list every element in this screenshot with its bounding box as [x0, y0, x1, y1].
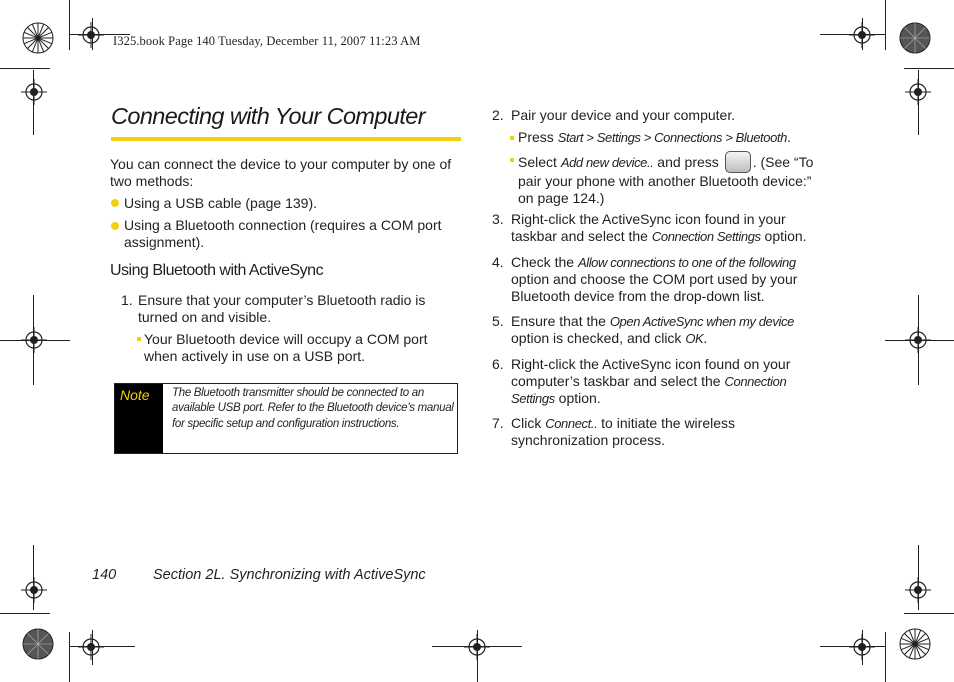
registration-mark-icon: [78, 634, 104, 660]
registration-mark-icon: [905, 79, 931, 105]
star-target-icon: [899, 22, 931, 54]
page-number: 140: [92, 567, 117, 583]
section-subheading: Using Bluetooth with ActiveSync: [110, 262, 324, 279]
registration-mark-icon: [78, 22, 104, 48]
step-3-text: Right-click the ActiveSync icon found in your taskbar and select the Connection Settings option.: [511, 211, 807, 244]
ui-connection-settings: Connection Settings: [511, 374, 787, 406]
registration-mark-icon: [21, 79, 47, 105]
sub-bullet-icon: [137, 337, 141, 341]
step-2-text: Pair your device and your computer.: [511, 107, 736, 123]
step-number: 2.: [492, 107, 504, 123]
ui-path-start-bluetooth: Start > Settings > Connections > Bluetooth: [557, 130, 787, 145]
registration-mark-icon: [21, 327, 47, 353]
title-underline: [111, 137, 461, 141]
step-number: 4.: [492, 254, 504, 270]
ui-allow-connections: Allow connections to one of the following: [577, 255, 796, 270]
step-7-text: Click Connect.. to initiate the wireless synchronization process.: [511, 415, 736, 448]
sub-bullet-icon: [510, 158, 514, 162]
intro-paragraph: You can connect the device to your computer by one of two methods:: [110, 156, 452, 189]
sub-bullet-icon: [510, 136, 514, 140]
ui-connection-settings: Connection Settings: [651, 229, 761, 244]
device-key-icon: [725, 151, 751, 173]
registration-mark-icon: [905, 577, 931, 603]
intro-bullet-bluetooth: Using a Bluetooth connection (requires a COM port assignment).: [124, 217, 442, 250]
intro-bullet-usb: Using a USB cable (page 139).: [124, 195, 317, 211]
step-number: 5.: [492, 313, 504, 329]
step-1-sub-text: Your Bluetooth device will occupy a COM port when actively in use on a USB port.: [144, 331, 428, 364]
ui-open-activesync: Open ActiveSync when my device: [609, 314, 794, 329]
page-title: Connecting with Your Computer: [111, 103, 425, 129]
footer-section-title: Section 2L. Synchronizing with ActiveSync: [153, 567, 426, 583]
ui-connect: Connect..: [545, 416, 598, 431]
step-2a-text: Press Start > Settings > Connections > Bluetooth.: [518, 129, 791, 145]
registration-mark-icon: [849, 22, 875, 48]
step-number: 7.: [492, 415, 504, 431]
note-text: The Bluetooth transmitter should be connected to an available USB port. Refer to the Bluetooth device’s manual for specific setup and configuration instructions.: [172, 387, 454, 430]
ui-ok: OK: [685, 331, 704, 346]
step-number: 6.: [492, 356, 504, 372]
note-label: Note: [115, 384, 163, 453]
step-6-text: Right-click the ActiveSync icon found on your computer’s taskbar and select the Connection Settings option.: [511, 356, 791, 406]
step-5-text: Ensure that the Open ActiveSync when my device option is checked, and click OK.: [511, 313, 794, 346]
star-target-icon: [22, 628, 54, 660]
registration-mark-icon: [849, 634, 875, 660]
registration-mark-icon: [905, 327, 931, 353]
ui-add-new-device: Add new device..: [560, 155, 654, 170]
star-target-icon: [899, 628, 931, 660]
print-slug: I325.book Page 140 Tuesday, December 11, 2007 11:23 AM: [113, 34, 421, 48]
bullet-icon: [111, 199, 119, 207]
bullet-icon: [111, 222, 119, 230]
star-target-icon: [22, 22, 54, 54]
registration-mark-icon: [464, 634, 490, 660]
note-box: [114, 383, 458, 454]
step-number: 1.: [121, 292, 133, 308]
step-1-text: Ensure that your computer’s Bluetooth radio is turned on and visible.: [138, 292, 426, 325]
step-4-text: Check the Allow connections to one of the following option and choose the COM port used by your Bluetooth device from the drop-down list.: [511, 254, 798, 304]
step-number: 3.: [492, 211, 504, 227]
step-2b-text: Select Add new device.. and press . (See “To pair your phone with another Bluetooth device:” on page 124.): [518, 151, 830, 207]
registration-mark-icon: [21, 577, 47, 603]
